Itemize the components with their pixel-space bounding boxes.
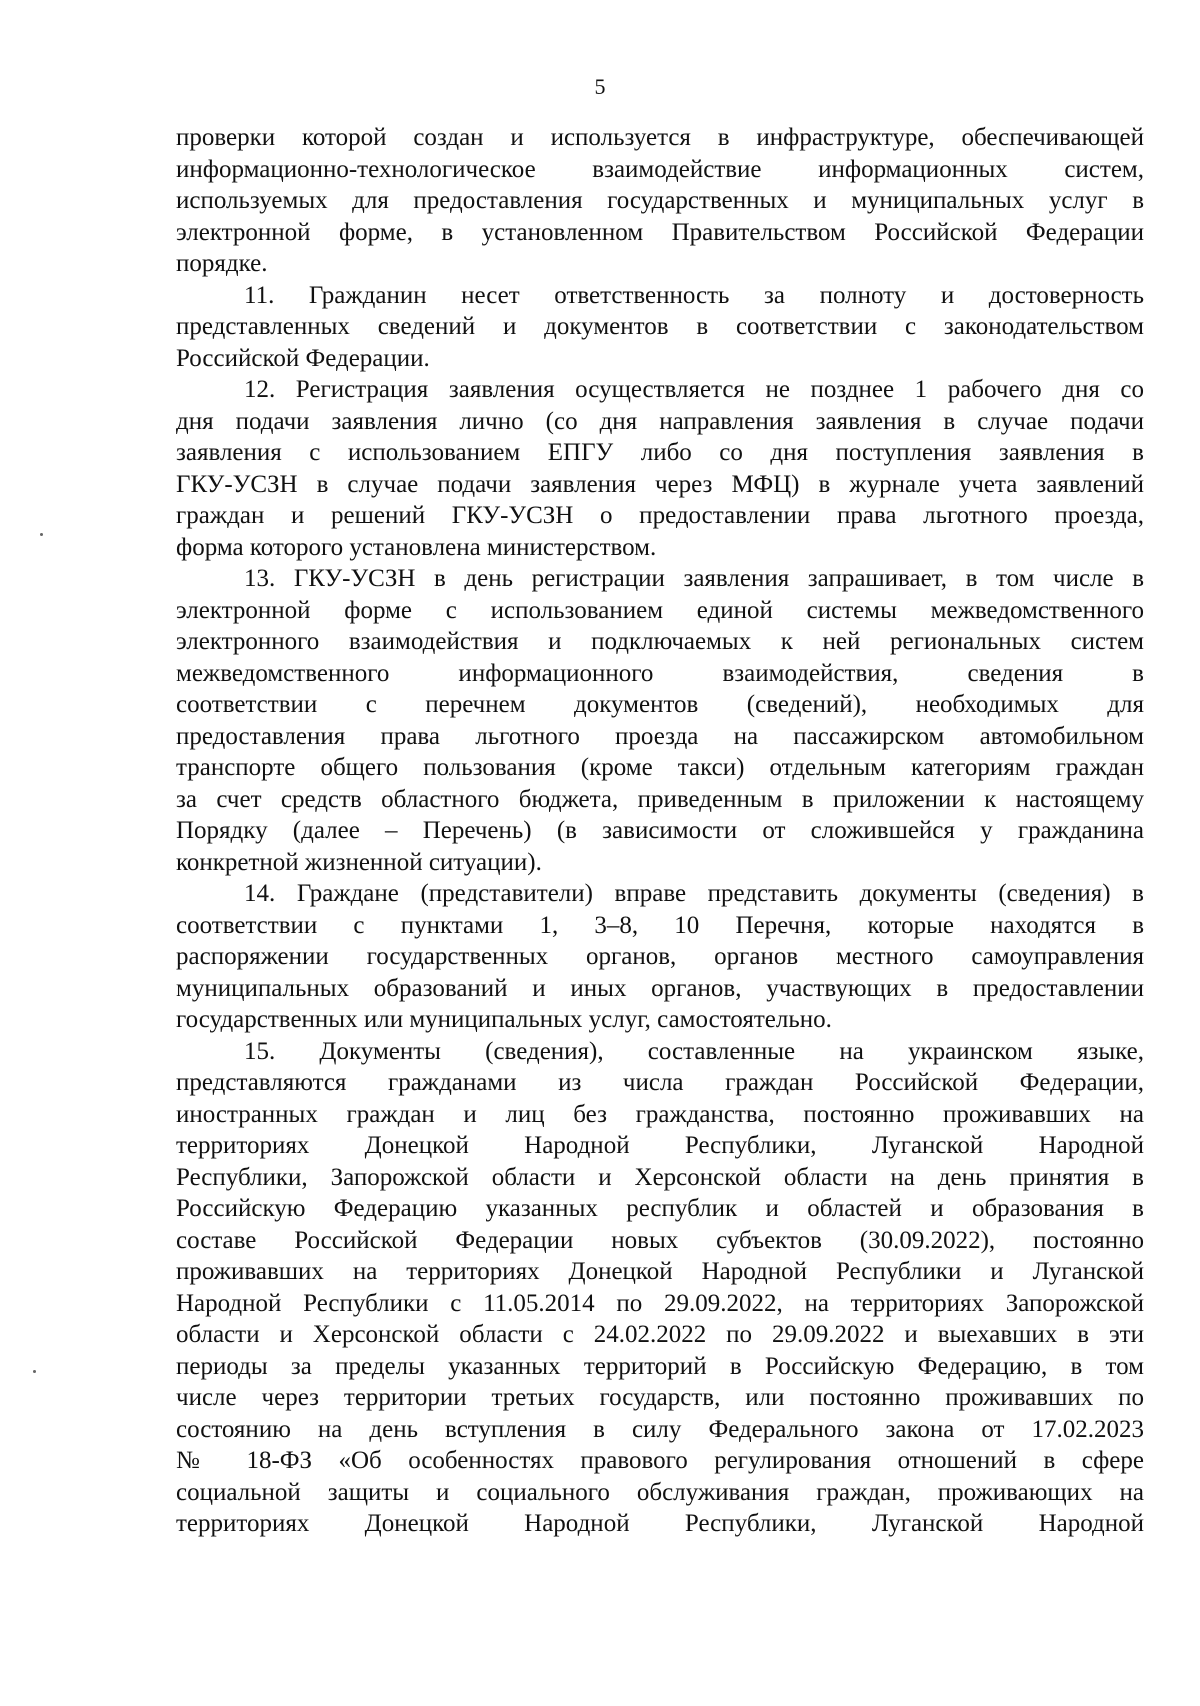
text-line: информационно-технологическое взаимодействие информационных систем, (176, 155, 1144, 183)
text-line: № 18-ФЗ «Об особенностях правового регулирования отношений в сфере (176, 1447, 1144, 1474)
text-line: предоставления права льготного проезда на пассажирском автомобильном (176, 722, 1144, 750)
text-line: граждан и решений ГКУ-УСЗН о предоставлении права льготного проезда, (176, 502, 1144, 529)
text-line: 12. Регистрация заявления осуществляется не позднее 1 рабочего дня со (244, 376, 1144, 403)
text-line: области и Херсонской области с 24.02.2022 по 29.09.2022 и выехавших в эти (176, 1321, 1144, 1348)
text-line: 14. Граждане (представители) вправе представить документы (сведения) в (244, 880, 1144, 907)
text-line: Российской Федерации. (176, 344, 430, 372)
text-line: конкретной жизненной ситуации). (176, 848, 542, 876)
text-line: проверки которой создан и используется в инфраструктуре, обеспечивающей (176, 124, 1144, 151)
text-line: транспорте общего пользования (кроме такси) отдельным категориям граждан (176, 754, 1144, 781)
text-line: представляются гражданами из числа граждан Российской Федерации, (176, 1069, 1144, 1096)
text-line: распоряжении государственных органов, органов местного самоуправления (176, 943, 1144, 970)
text-line: территориях Донецкой Народной Республики, Луганской Народной (176, 1510, 1144, 1537)
text-line: за счет средств областного бюджета, приведенным в приложении к настоящему (176, 785, 1144, 813)
text-line: Российскую Федерацию указанных республик и областей и образования в (176, 1195, 1144, 1222)
text-line: иностранных граждан и лиц без гражданства, постоянно проживавших на (176, 1100, 1144, 1128)
text-line: Порядку (далее – Перечень) (в зависимости от сложившейся у гражданина (176, 817, 1144, 844)
margin-speck (40, 533, 43, 536)
text-line: 13. ГКУ-УСЗН в день регистрации заявления запрашивает, в том числе в (244, 565, 1144, 592)
text-line: 15. Документы (сведения), составленные на украинском языке, (244, 1037, 1144, 1065)
text-line: соответствии с перечнем документов (сведений), необходимых для (176, 691, 1144, 718)
text-line: электронного взаимодействия и подключаемых к ней региональных систем (176, 628, 1144, 655)
text-line: межведомственного информационного взаимодействия, сведения в (176, 659, 1144, 687)
text-line: электронной форме, в установленном Правительством Российской Федерации (176, 218, 1144, 246)
text-line: порядке. (176, 250, 268, 277)
text-line: используемых для предоставления государственных и муниципальных услуг в (176, 187, 1144, 214)
text-line: муниципальных образований и иных органов, участвующих в предоставлении (176, 974, 1144, 1002)
text-line: представленных сведений и документов в соответствии с законодательством (176, 313, 1144, 340)
text-line: составе Российской Федерации новых субъектов (30.09.2022), постоянно (176, 1226, 1144, 1254)
text-line: периоды за пределы указанных территорий в Российскую Федерацию, в том (176, 1352, 1144, 1380)
text-line: состоянию на день вступления в силу Федерального закона от 17.02.2023 (176, 1415, 1144, 1443)
text-line: проживавших на территориях Донецкой Народной Республики и Луганской (176, 1258, 1144, 1285)
text-line: государственных или муниципальных услуг, самостоятельно. (176, 1006, 832, 1033)
text-line: форма которого установлена министерством. (176, 533, 657, 561)
text-line: соответствии с пунктами 1, 3–8, 10 Перечня, которые находятся в (176, 911, 1144, 939)
text-line: числе через территории третьих государств, или постоянно проживавших по (176, 1384, 1144, 1411)
margin-speck (33, 1370, 36, 1373)
text-line: территориях Донецкой Народной Республики, Луганской Народной (176, 1132, 1144, 1159)
text-line: заявления с использованием ЕПГУ либо со дня поступления заявления в (176, 439, 1144, 466)
text-line: ГКУ-УСЗН в случае подачи заявления через МФЦ) в журнале учета заявлений (176, 470, 1144, 498)
text-line: Республики, Запорожской области и Херсонской области на день принятия в (176, 1163, 1144, 1191)
text-line: 11. Гражданин несет ответственность за полноту и достоверность (244, 281, 1144, 309)
text-line: Народной Республики с 11.05.2014 по 29.09.2022, на территориях Запорожской (176, 1289, 1144, 1317)
document-text (176, 122, 1144, 1540)
text-line: электронной форме с использованием единой системы межведомственного (176, 596, 1144, 624)
text-line: дня подачи заявления лично (со дня направления заявления в случае подачи (176, 407, 1144, 435)
text-line: социальной защиты и социального обслуживания граждан, проживающих на (176, 1478, 1144, 1506)
page-number: 5 (594, 74, 606, 99)
